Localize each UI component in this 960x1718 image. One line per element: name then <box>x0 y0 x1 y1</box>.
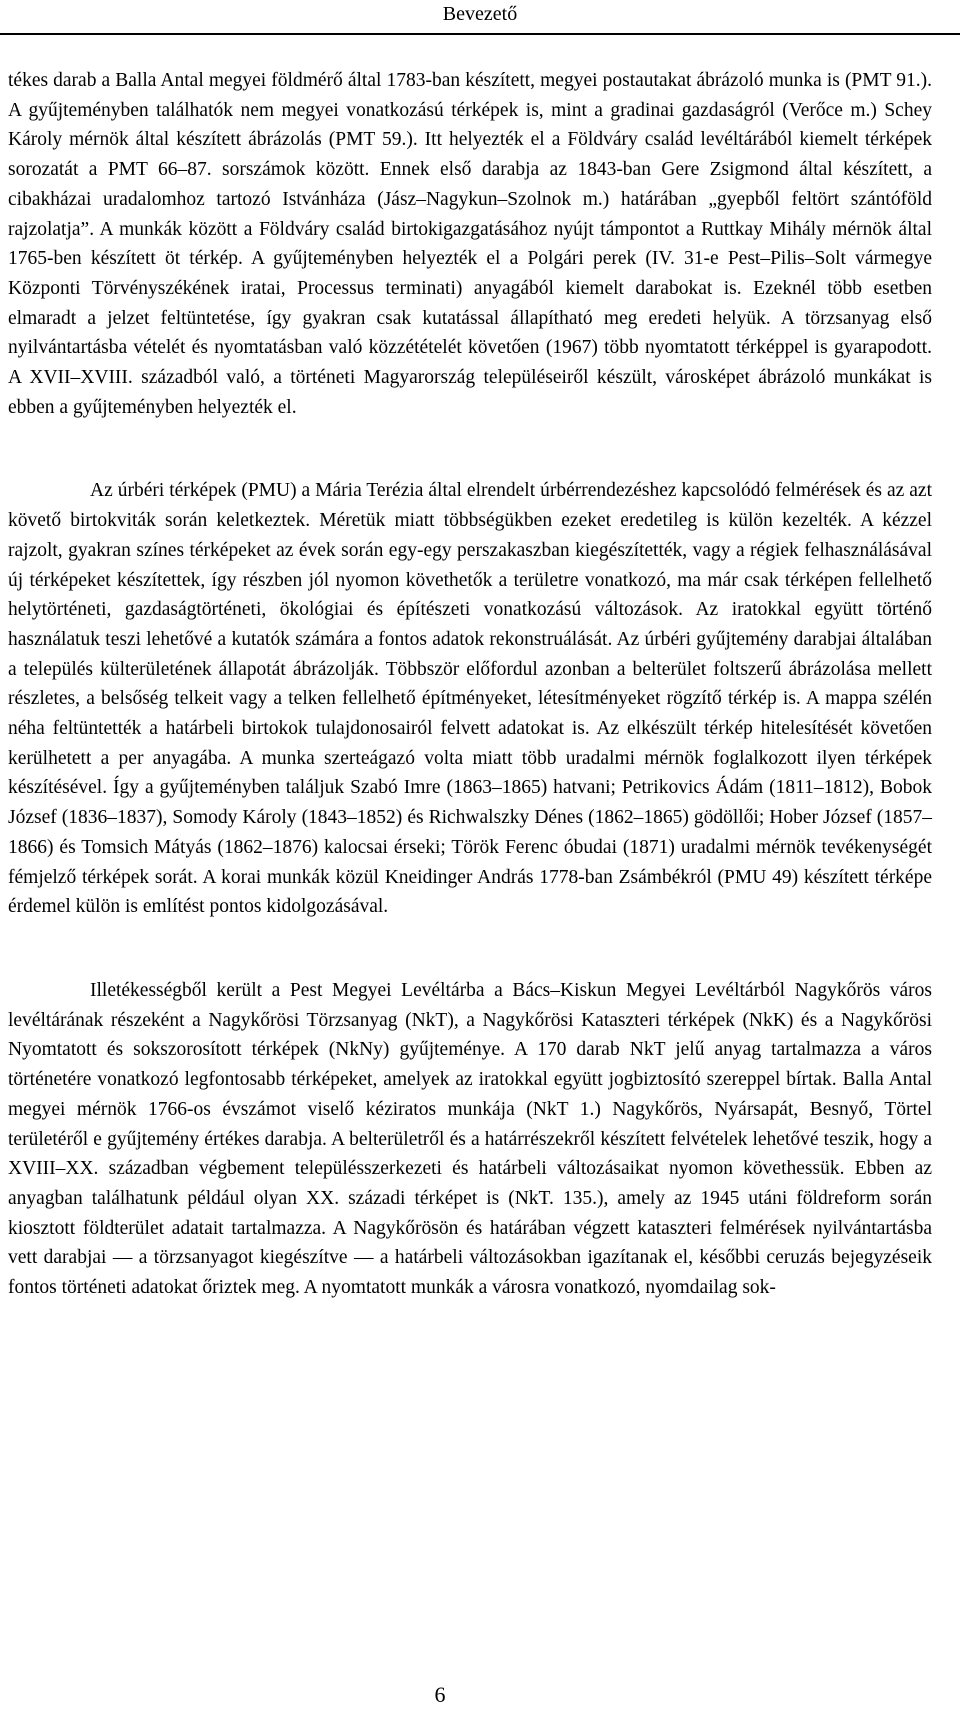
paragraph-nagykoros: Illetékességből került a Pest Megyei Levéltárba a Bács–Kiskun Megyei Levéltárból Nagykőrös város levéltárának részeként a Nagykőrösi Törzsanyag (NkT), a Nagykőrösi Kataszteri térképek (NkK) és a Nagykőrösi Nyomtatott és sokszorosított térképek (NkNy) gyűjteménye. A 170 darab NkT jelű anyag tartalmazza a város történetére vonatkozó legfontosabb térképeket, amelyek az iratokkal együtt jogbiztosító szereppel bírtak. Balla Antal megyei mérnök 1766-os évszámot viselő kéziratos munkája (NkT 1.) Nagykőrös, Nyársapát, Besnyő, Törtel területéről e gyűjtemény értékes darabja. A belterületről és a határrészekről készített felvételek lehetővé teszik, hogy a XVIII–XX. században végbement településszerkezeti és határbeli változásaikat nyomon követhessük. Ebben az anyagban találhatunk például olyan XX. századi térképet is (NkT. 135.), amely az 1945 utáni földreform során kiosztott földterület adatait tartalmazza. A Nagykőrösön és határában végzett kataszteri felmérések nyilvántartásba vett darabjai — a törzsanyagot kiegészítve — a határbeli változásokban igazítanak el, későbbi ceruzás bejegyzéseik fontos történeti adatokat őriztek meg. A nyomtatott munkák a városra vonatkozó, nyomdailag sok- <box>8 979 932 1299</box>
header-rule <box>0 33 960 35</box>
paragraph-continuation: tékes darab a Balla Antal megyei földmérő által 1783-ban készített, megyei postautakat ábrázoló munka is (PMT 91.). A gyűjteményben találhatók nem megyei vonatkozású térképek is, mint a gradinai gazdaságról (Verőce m.) Schey Károly mérnök által készített ábrázolás (PMT 59.). Itt helyezték el a Földváry család levéltárából kiemelt térképek sorozatát a PMT 66–87. sorszámok között. Ennek első darabja az 1843-ban Gere Zsigmond által készített, a cibakházai uradalomhoz tartozó Istvánháza (Jász–Nagykun–Szolnok m.) határában „gyepből feltört szántóföld rajzolatja”. A munkák között a Földváry család birtokigazgatásához nyújt támpontot a Ruttkay Mihály mérnök által 1765-ben készített öt térkép. A gyűjteményben helyezték el a Polgári perek (IV. 31-e Pest–Pilis–Solt vármegye Központi Törvényszékének iratai, Processus terminati) anyagából kiemelt darabokat is. Ezeknél több esetben elmaradt a jelzet feltüntetése, így gyakran csak kutatással állapítható meg eredeti helyük. A törzsanyag első nyilvántartásba vételét és nyomtatásban való közzétételét követően (1967) több nyomtatott térképpel is gyarapodott. A XVII–XVIII. századból való, a történeti Magyarország településeiről készült, városképet ábrázoló munkákat is ebben a gyűjteményben helyezték el. <box>8 70 932 418</box>
page-number: 6 <box>434 1682 446 1707</box>
paragraph-gap <box>8 922 932 976</box>
paragraph-gap <box>8 422 932 476</box>
paragraph-urberi-terkepek: Az úrbéri térképek (PMU) a Mária Terézia által elrendelt úrbérrendezéshez kapcsolódó felmérések és az azt követő birtokviták során keletkeztek. Méretük miatt többségükben ezeket eredetileg is külön kezelték. A kézzel rajzolt, gyakran színes térképeket az évek során egy-egy perszakaszban kiegészítették, vagy a régiek felhasználásával új térképeket készítettek, így részben jól nyomon követhetők a területre vonatkozó, ma már csak térképen fellelhető helytörténeti, gazdaságtörténeti, ökológiai és építészeti vonatkozású változások. Az iratokkal együtt történő használatuk teszi lehetővé a kutatók számára a fontos adatok rekonstruálását. Az úrbéri gyűjtemény darabjai általában a település külterületének állapotát ábrázolják. Többször előfordul azonban a belterület foltszerű ábrázolása mellett részletes, a belsőség telkeit vagy a telken fellelhető építményeket, létesítményeket rögzítő térkép is. A mappa szélén néha feltüntették a határbeli birtokok tulajdonosairól felvett adatokat is. Az elkészült térkép hitelesítését követően kerülhetett a per anyagába. A munka szerteágazó volta miatt több uradalmi mérnök foglalkozott ilyen térképek készítésével. Így a gyűjteményben találjuk Szabó Imre (1863–1865) hatvani; Petrikovics Ádám (1811–1812), Bobok József (1836–1837), Somody Károly (1843–1852) és Richwalszky Dénes (1862–1865) gödöllői; Hober József (1857–1866) és Tomsich Mátyás (1862–1876) kalocsai érseki; Török Ferenc óbudai (1871) uradalmi mérnök tevékenységét fémjelző térképek sorát. A korai munkák közül Kneidinger András 1778-ban Zsámbékról (PMU 49) készített térképe érdemel külön is említést pontos kidolgozásával. <box>8 480 932 918</box>
body-text <box>8 66 932 1303</box>
running-head: Bevezető <box>442 3 518 25</box>
